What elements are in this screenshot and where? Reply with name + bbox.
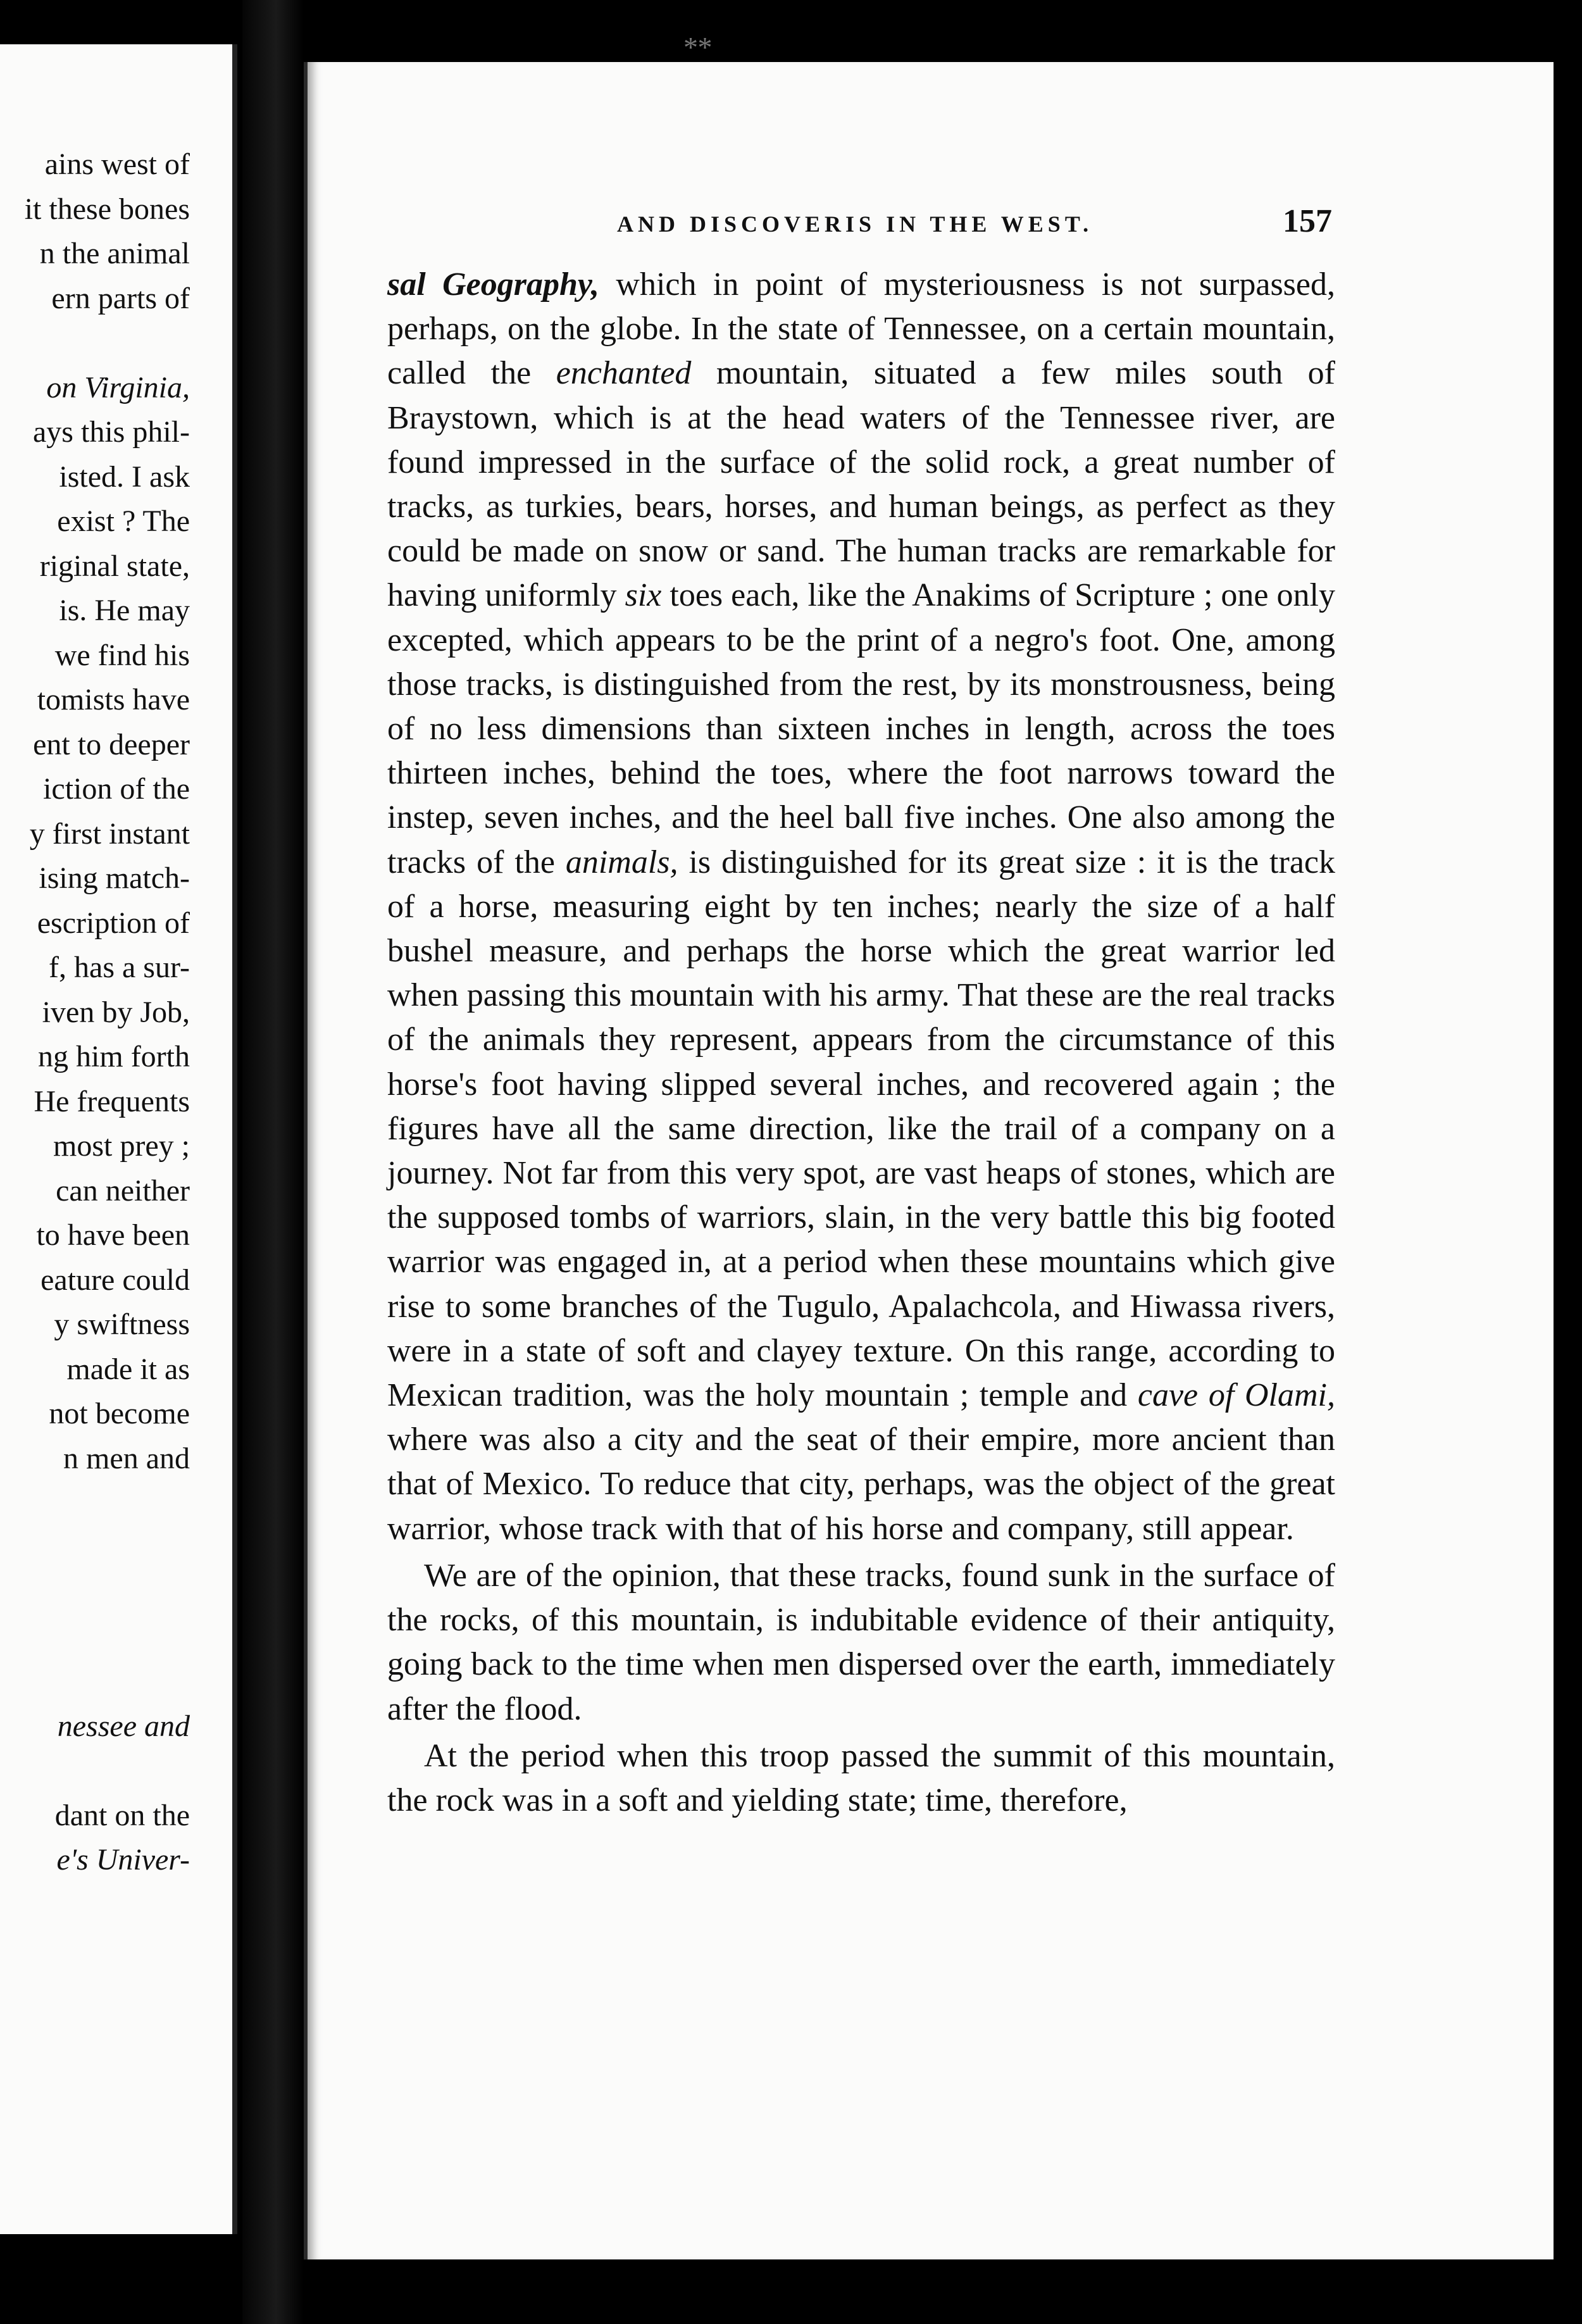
left-line: not become bbox=[49, 1397, 190, 1430]
left-line: made it as bbox=[66, 1352, 190, 1386]
left-line-blank bbox=[0, 1570, 190, 1615]
page-header bbox=[617, 203, 1332, 240]
text-run: toes each, like the Anakims of Scripture ; one only excepted, which appears to be the print of a negro's foot. One, among those tracks, is distinguished from the rest, by its monstrousness, being of no less dimensions than sixteen inches in length, across the toes thirteen inches, behind the toes, where the foot narrows toward the instep, seven inches, and the heel ball five inches. One also among the tracks of the bbox=[387, 577, 1335, 880]
text-run: is distinguished for its great size : it is the track of a horse, measuring eight by ten inches; nearly the size of a half bushel measure, and perhaps the horse which the great warrior led when passing this mountain with his army. That these are the real tracks of the animals they represent, appears from the circumstance of this horse's foot having slipped several inches, and recovered again ; the figures have all the same direction, like the trail of a company on a journey. Not far from this very spot, are vast heaps of stones, which are the supposed tombs of warriors, slain, in the very battle this big footed warrior was engaged in, at a period when these mountains which give rise to some branches of the Tugulo, Apalachcola, and Hiwassa rivers, were in a state of soft and clayey texture. On this range, according to Mexican tradition, was the holy mountain ; temple and bbox=[387, 844, 1335, 1414]
left-line: e's Univer- bbox=[56, 1843, 190, 1877]
left-line: y first instant bbox=[29, 816, 190, 851]
left-line: ains west of bbox=[44, 147, 190, 181]
left-line: ising match- bbox=[39, 861, 190, 895]
left-line: ent to deeper bbox=[33, 727, 190, 761]
left-line: it these bones bbox=[24, 192, 190, 226]
left-line: on Virginia, bbox=[46, 370, 190, 404]
italic-phrase: animals, bbox=[565, 844, 678, 880]
left-line: ays this phil- bbox=[33, 415, 190, 449]
left-line-blank bbox=[0, 1749, 190, 1794]
left-line: y swiftness bbox=[54, 1308, 190, 1341]
paragraph-3: At the period when this troop passed the summit of this mountain, the rock was in a soft and yielding state; time, therefore, bbox=[387, 1737, 1335, 1818]
italic-phrase: sal Geography, bbox=[387, 266, 600, 303]
left-line: ng him forth bbox=[38, 1040, 190, 1073]
left-line-blank bbox=[0, 1615, 190, 1660]
left-line: we find his bbox=[54, 638, 190, 672]
paragraph-2: We are of the opinion, that these tracks, found sunk in the surface of the rocks, of this mountain, is indubitable evidence of their antiquity, going back to the time when men dispersed over the earth, immediately after the flood. bbox=[387, 1557, 1335, 1727]
left-line-blank bbox=[0, 1481, 190, 1526]
text-run: which in point of mysteriousness is not surpassed, perhaps, on the globe. In the state of Tennessee, on a certain mountain, called the bbox=[387, 266, 1336, 392]
italic-phrase: cave of Olami, bbox=[1137, 1377, 1335, 1414]
left-line: eature could bbox=[40, 1263, 190, 1297]
left-line: dant on the bbox=[54, 1798, 190, 1832]
left-line: nessee and bbox=[57, 1709, 190, 1743]
left-line-blank bbox=[0, 1526, 190, 1571]
main-text bbox=[387, 263, 1335, 1823]
paragraph-1 bbox=[387, 263, 1335, 1551]
left-line: n men and bbox=[63, 1441, 190, 1475]
left-line: escription of bbox=[37, 906, 190, 940]
text-run: mountain, situated a few miles south of Braystown, which is at the head waters of the Tennessee river, are found impressed in the surface of the solid rock, a great number of tracks, as turkies, bears, horses, and human beings, as perfect as they could be made on snow or sand. The human tracks are remarkable for having uniformly bbox=[387, 355, 1335, 614]
book-gutter bbox=[242, 0, 304, 2324]
left-line: isted. I ask bbox=[59, 459, 190, 494]
left-page bbox=[0, 44, 237, 2234]
left-line: He frequents bbox=[34, 1084, 190, 1118]
page-number: 157 bbox=[1283, 203, 1332, 239]
left-line: exist ? The bbox=[57, 504, 190, 538]
left-line: f, has a sur- bbox=[49, 951, 190, 984]
left-line: can neither bbox=[56, 1173, 190, 1208]
left-line: ern parts of bbox=[51, 281, 190, 315]
top-mark: * * bbox=[683, 31, 709, 63]
left-line: tomists have bbox=[37, 683, 190, 716]
left-line: is. He may bbox=[59, 594, 190, 627]
left-page-text bbox=[0, 142, 190, 1883]
left-line: most prey ; bbox=[53, 1129, 190, 1163]
left-line: iction of the bbox=[43, 772, 190, 806]
left-line: riginal state, bbox=[39, 549, 190, 583]
left-line: iven by Job, bbox=[42, 995, 190, 1029]
left-line-blank bbox=[0, 1659, 190, 1704]
running-head: AND DISCOVERIS IN THE WEST. bbox=[617, 211, 1093, 237]
text-run: where was also a city and the seat of their empire, more ancient than that of Mexico. To reduce that city, perhaps, was the object of the great warrior, whose track with that of his horse and company, still appear. bbox=[387, 1421, 1335, 1547]
italic-phrase: enchanted bbox=[556, 355, 692, 392]
left-line: to have been bbox=[36, 1218, 190, 1252]
italic-phrase: six bbox=[625, 577, 662, 614]
left-line-blank bbox=[0, 321, 190, 366]
left-line: n the animal bbox=[39, 237, 190, 270]
